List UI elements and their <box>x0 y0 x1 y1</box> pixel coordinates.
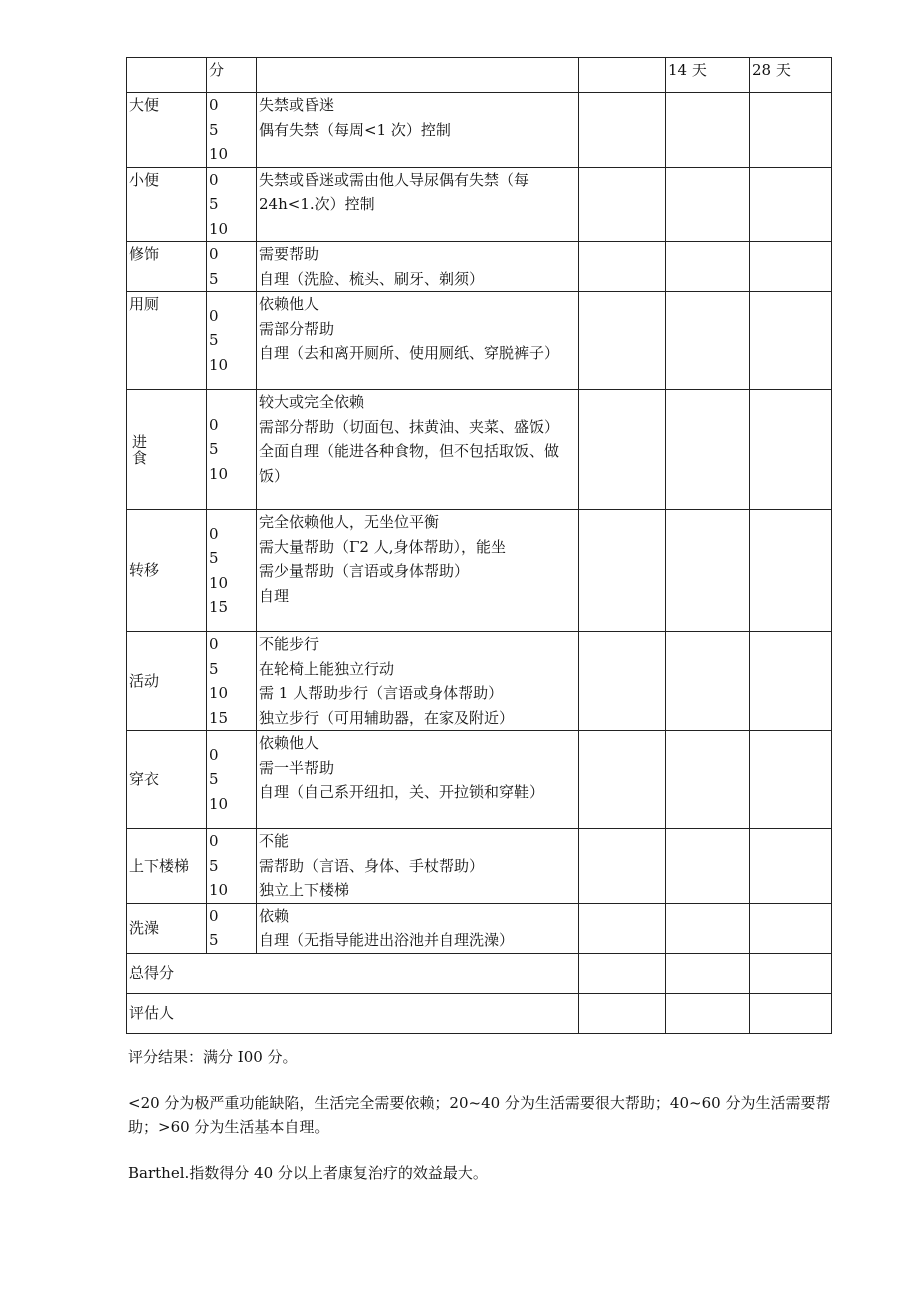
item-description <box>257 632 579 731</box>
score-value: 0 <box>209 306 219 325</box>
score-value: 0 <box>209 96 219 114</box>
description-line: 自理（洗脸、梳头、刷牙、剃须） <box>259 269 485 288</box>
description-line: 需 1 人帮助步行（言语或身体帮助） <box>259 684 504 702</box>
score-options <box>207 731 257 829</box>
item-name: 活动 <box>127 632 207 731</box>
item-name: 修饰 <box>127 242 207 292</box>
score-options <box>207 903 257 953</box>
score-value: 15 <box>209 708 229 727</box>
item-name: 进 食 <box>127 390 207 510</box>
item-description <box>257 390 579 510</box>
score-cell-day14[interactable] <box>666 903 750 953</box>
score-cell-day28[interactable] <box>750 390 832 510</box>
score-value: 0 <box>209 524 219 543</box>
score-cell-initial[interactable] <box>579 292 666 390</box>
description-line: 自理（自己系开纽扣，关、开拉锁和穿鞋） <box>259 783 545 801</box>
score-cell-initial[interactable] <box>579 510 666 632</box>
score-options <box>207 292 257 390</box>
description-line: 需部分帮助（切面包、抹黄油、夹菜、盛饭） <box>259 417 560 436</box>
description-line: 失禁或昏迷或需由他人导尿偶有失禁（每24h<1.次）控制 <box>259 170 530 213</box>
score-cell-initial[interactable] <box>579 829 666 904</box>
score-cell-initial[interactable] <box>579 632 666 731</box>
table-row <box>127 242 832 292</box>
description-line: 自理 <box>259 586 290 605</box>
score-cell-initial[interactable] <box>579 903 666 953</box>
score-options <box>207 93 257 168</box>
score-cell-initial[interactable] <box>579 390 666 510</box>
table-row <box>127 510 832 632</box>
total-cell-day28[interactable] <box>750 953 832 993</box>
score-value: 10 <box>209 145 229 163</box>
description-line: 依赖 <box>259 906 290 925</box>
score-cell-day28[interactable] <box>750 903 832 953</box>
score-options <box>207 829 257 904</box>
item-name: 大便 <box>127 93 207 168</box>
score-value: 5 <box>209 195 219 213</box>
score-cell-day28[interactable] <box>750 242 832 292</box>
score-options <box>207 632 257 731</box>
assessor-cell-day14[interactable] <box>666 993 750 1033</box>
score-options <box>207 510 257 632</box>
score-value: 0 <box>209 245 219 263</box>
table-row <box>127 390 832 510</box>
score-cell-day14[interactable] <box>666 510 750 632</box>
header-description <box>257 58 579 93</box>
score-value: 5 <box>209 659 219 678</box>
item-name: 上下楼梯 <box>127 829 207 904</box>
score-cell-day14[interactable] <box>666 632 750 731</box>
score-cell-day14[interactable] <box>666 242 750 292</box>
description-line: 失禁或昏迷 <box>259 96 335 114</box>
item-description <box>257 829 579 904</box>
total-score-label: 总得分 <box>127 953 579 993</box>
score-value: 0 <box>209 745 219 764</box>
scoring-result-note <box>128 1045 838 1069</box>
score-value: 10 <box>209 464 229 483</box>
score-cell-initial[interactable] <box>579 731 666 829</box>
score-options <box>207 390 257 510</box>
header-initial <box>579 58 666 93</box>
item-description <box>257 903 579 953</box>
total-cell-initial[interactable] <box>579 953 666 993</box>
score-value: 10 <box>209 881 229 899</box>
description-line: 需大量帮助（Γ2 人,身体帮助），能坐 <box>259 537 506 556</box>
score-cell-initial[interactable] <box>579 93 666 168</box>
item-name: 用厕 <box>127 292 207 390</box>
description-line: 需帮助（言语、身体、手杖帮助） <box>259 856 485 875</box>
item-description <box>257 242 579 292</box>
header-item <box>127 58 207 93</box>
description-line: 偶有失禁（每周<1 次）控制 <box>259 120 451 139</box>
description-line: 依赖他人 <box>259 734 320 752</box>
table-row <box>127 903 832 953</box>
description-line: 不能 <box>259 832 290 850</box>
score-options <box>207 242 257 292</box>
score-value: 10 <box>209 355 229 374</box>
description-line: 较大或完全依赖 <box>259 393 365 411</box>
score-value: 0 <box>209 906 219 925</box>
item-description <box>257 292 579 390</box>
score-value: 10 <box>209 794 229 813</box>
description-line: 独立上下楼梯 <box>259 881 350 899</box>
table-row <box>127 632 832 731</box>
assessor-cell-day28[interactable] <box>750 993 832 1033</box>
description-line: 不能步行 <box>259 635 320 653</box>
item-name: 洗澡 <box>127 903 207 953</box>
grading-note <box>128 1091 838 1139</box>
header-day28: 28 天 <box>750 58 832 93</box>
description-line: 自理（去和离开厕所、使用厕纸、穿脱裤子） <box>259 344 560 362</box>
barthel-index-table <box>126 57 832 1034</box>
score-value: 5 <box>209 120 219 139</box>
note-text: <20 分为极严重功能缺陷，生活完全需要依赖；20~40 分为生活需要很大帮助；40~60 分为生活需要帮助；>60 分为生活基本自理。 <box>128 1094 831 1136</box>
score-value: 5 <box>209 269 219 288</box>
table-row <box>127 731 832 829</box>
score-value: 10 <box>209 684 229 702</box>
item-description <box>257 731 579 829</box>
score-cell-initial[interactable] <box>579 167 666 242</box>
item-name: 穿衣 <box>127 731 207 829</box>
score-cell-initial[interactable] <box>579 242 666 292</box>
description-line: 独立步行（可用辅助器，在家及附近） <box>259 708 515 727</box>
benefit-note <box>128 1161 838 1185</box>
score-cell-day14[interactable] <box>666 829 750 904</box>
description-line: 需少量帮助（言语或身体帮助） <box>259 562 470 580</box>
description-line: 需要帮助 <box>259 245 320 263</box>
item-name: 小便 <box>127 167 207 242</box>
header-row <box>127 58 832 93</box>
note-text: Barthel.指数得分 40 分以上者康复治疗的效益最大。 <box>128 1164 488 1182</box>
header-day14: 14 天 <box>666 58 750 93</box>
description-line: 依赖他人 <box>259 295 320 313</box>
header-score: 分 <box>207 58 257 93</box>
score-value: 5 <box>209 856 219 875</box>
table-row <box>127 167 832 242</box>
score-value: 5 <box>209 440 219 459</box>
total-cell-day14[interactable] <box>666 953 750 993</box>
table-row <box>127 93 832 168</box>
score-cell-day28[interactable] <box>750 167 832 242</box>
item-name: 转移 <box>127 510 207 632</box>
score-value: 0 <box>209 635 219 653</box>
description-line: 全面自理（能进各种食物，但不包括取饭、做饭） <box>259 442 560 485</box>
score-value: 10 <box>209 219 229 238</box>
assessor-cell-initial[interactable] <box>579 993 666 1033</box>
score-cell-day28[interactable] <box>750 632 832 731</box>
assessor-label: 评估人 <box>127 993 579 1033</box>
score-cell-day28[interactable] <box>750 829 832 904</box>
item-description <box>257 167 579 242</box>
description-clip <box>259 510 576 630</box>
assessor-row <box>127 993 832 1033</box>
table-row <box>127 292 832 390</box>
score-cell-day14[interactable] <box>666 390 750 510</box>
score-cell-day14[interactable] <box>666 93 750 168</box>
score-value: 5 <box>209 931 219 949</box>
item-description <box>257 510 579 632</box>
table-row <box>127 829 832 904</box>
score-value: 15 <box>209 598 229 616</box>
score-value: 0 <box>209 832 219 850</box>
note-text: 评分结果：满分 I00 分。 <box>128 1048 298 1066</box>
score-value: 5 <box>209 549 219 567</box>
score-cell-day28[interactable] <box>750 510 832 632</box>
total-row <box>127 953 832 993</box>
score-cell-day14[interactable] <box>666 731 750 829</box>
score-value: 5 <box>209 770 219 789</box>
score-value: 5 <box>209 331 219 350</box>
description-line: 在轮椅上能独立行动 <box>259 659 395 678</box>
score-value: 0 <box>209 415 219 434</box>
description-line: 自理（无指导能进出浴池并自理洗澡） <box>259 931 515 949</box>
description-line: 需部分帮助 <box>259 319 335 338</box>
score-cell-day28[interactable] <box>750 731 832 829</box>
item-description <box>257 93 579 168</box>
score-cell-day28[interactable] <box>750 93 832 168</box>
description-line: 需一半帮助 <box>259 758 335 777</box>
score-value: 10 <box>209 573 229 592</box>
score-options <box>207 167 257 242</box>
score-value: 0 <box>209 170 219 189</box>
score-cell-day14[interactable] <box>666 292 750 390</box>
description-line: 完全依赖他人，无坐位平衡 <box>259 513 440 531</box>
score-cell-day14[interactable] <box>666 167 750 242</box>
score-cell-day28[interactable] <box>750 292 832 390</box>
